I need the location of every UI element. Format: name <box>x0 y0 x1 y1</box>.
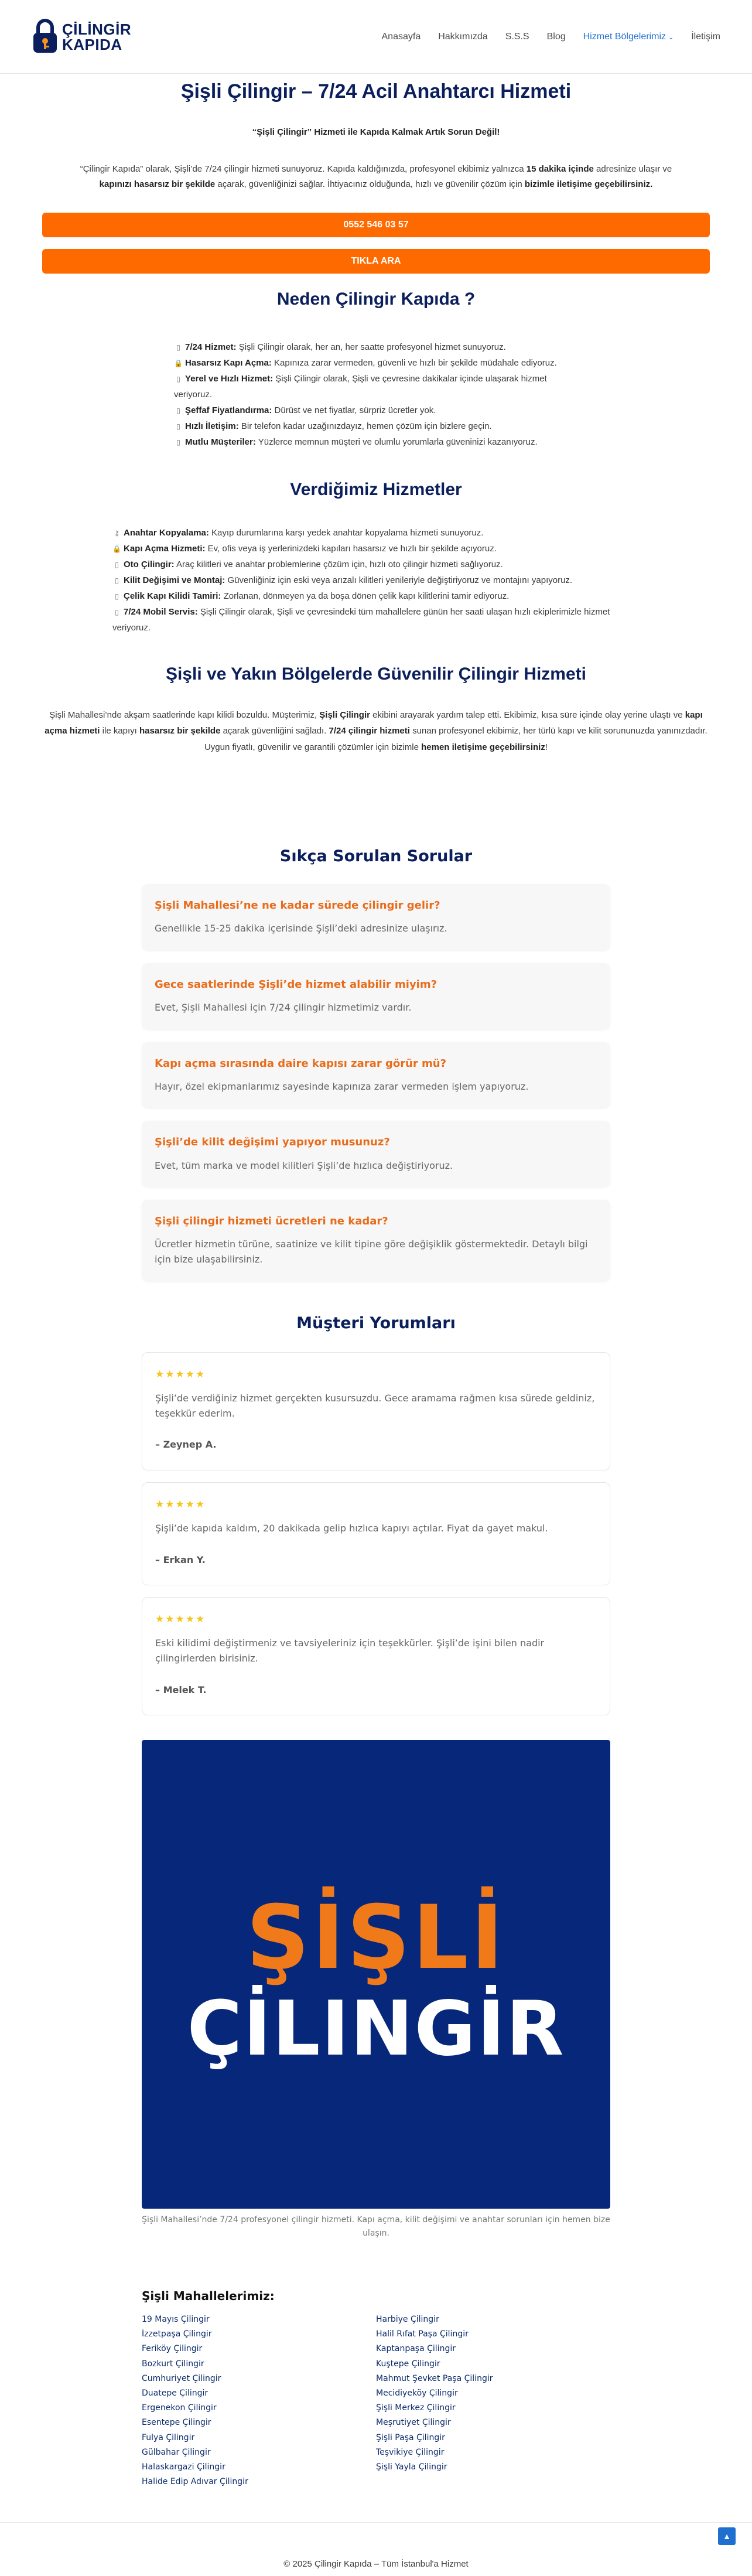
nav-service-areas[interactable] <box>583 29 674 45</box>
services-item <box>112 572 640 588</box>
services-item-title: Çelik Kapı Kilidi Tamiri: <box>124 591 221 601</box>
services-item-title: Anahtar Kopyalama: <box>124 527 209 538</box>
pin-icon: ▯ <box>176 374 180 383</box>
smile-icon: ▯ <box>176 438 180 446</box>
services-title: Verdiğimiz Hizmetler <box>290 479 462 499</box>
areas-text: açarak güvenliğini sağladı. <box>220 726 329 736</box>
faq-answer: Evet, tüm marka ve model kilitleri Şişli’de hızlıca değiştiriyoruz. <box>155 1159 453 1171</box>
faq-question: Şişli çilingir hizmeti ücretleri ne kadar? <box>155 1215 388 1228</box>
services-item-text: Araç kilitleri ve anahtar problemlerine çözüm için, hızlı oto çilingir hizmeti sağlıyoruz. <box>174 559 503 569</box>
neighborhood-link[interactable]: Duatepe Çilingir <box>142 2388 208 2398</box>
sisli-cilingir-banner <box>142 1740 610 2209</box>
neighborhood-item <box>376 2342 610 2356</box>
neighborhood-link[interactable]: Mecidiyeköy Çilingir <box>376 2388 458 2398</box>
review-text: Eski kilidimi değiştirmeniz ve tavsiyeleriniz için teşekkürler. Şişli’de işini bilen nadir çilingirlerden birisiniz. <box>155 1637 545 1664</box>
review-card <box>142 1597 610 1715</box>
main-nav <box>382 29 721 45</box>
reviewer-name: – Melek T. <box>155 1684 207 1695</box>
why-item <box>174 434 578 450</box>
nav-home[interactable]: Anasayfa <box>381 31 421 42</box>
hero-desc-text: açarak, güvenliğinizi sağlar. İhtiyacınız olduğunda, hızlı ve güvenilir çözüm için <box>215 179 525 190</box>
faq-answer: Genellikle 15-25 dakika içerisinde Şişli’deki adresinize ulaşırız. <box>155 923 447 934</box>
areas-text: sunan profesyonel ekibimiz, her türlü kapı ve kilit sorununuzda yanınızdadır. Uygun fiyatlı, güvenilir ve garantili çözümler için bizimle <box>204 726 707 753</box>
why-item-title: Hasarsız Kapı Açma: <box>185 357 272 368</box>
areas-bold: kapı açma hizmeti <box>45 709 703 736</box>
areas-paragraph <box>0 707 752 756</box>
why-item-title: Mutlu Müşteriler: <box>185 436 256 447</box>
nav-service-areas-label: Hizmet Bölgelerimiz <box>583 31 666 42</box>
hero-desc-bold: kapınızı hasarsız bir şekilde <box>99 179 216 190</box>
call-now-button[interactable]: TIKLA ARA <box>42 249 710 274</box>
neighborhood-link[interactable]: Şişli Yayla Çilingir <box>376 2462 447 2472</box>
why-us-list <box>174 339 578 450</box>
review-card <box>142 1352 610 1470</box>
why-item-text: Bir telefon kadar uzağınızdayız, hemen çözüm için bizlere geçin. <box>238 421 492 431</box>
faq-title: Sıkça Sorulan Sorular <box>279 847 473 865</box>
page-title: Şişli Çilingir – 7/24 Acil Anahtarcı Hizmeti <box>180 80 572 103</box>
door-icon: 🔒 <box>112 544 121 553</box>
neighborhood-item <box>142 2460 376 2475</box>
key-icon: ⚷ <box>114 528 119 537</box>
why-us-title: Neden Çilingir Kapıda ? <box>276 289 476 309</box>
reviewer-name: – Erkan Y. <box>155 1554 206 1565</box>
site-footer <box>0 2522 752 2576</box>
reviewer-name: – Zeynep A. <box>155 1439 217 1451</box>
neighborhood-link[interactable]: İzzetpaşa Çilingir <box>142 2329 212 2339</box>
faq-item[interactable] <box>142 884 610 950</box>
services-item <box>112 588 640 604</box>
neighborhoods-section <box>142 2287 610 2489</box>
faq-list <box>142 884 610 1281</box>
faq-item[interactable] <box>142 1200 610 1281</box>
neighborhoods-title: Şişli Mahallelerimiz: <box>142 2288 275 2303</box>
neighborhood-item <box>376 2401 610 2415</box>
copyright-text: © 2025 Çilingir Kapıda – Tüm İstanbul'a Hizmet <box>283 2559 469 2570</box>
phone-button[interactable]: 0552 546 03 57 <box>42 213 710 237</box>
neighborhood-link[interactable]: Meşrutiyet Çilingir <box>376 2418 451 2428</box>
neighborhood-item <box>376 2431 610 2445</box>
banner-caption: Şişli Mahallesi’nde 7/24 profesyonel çilingir hizmeti. Kapı açma, kilit değişimi ve anahtar sorunları için hemen bize ulaşın. <box>142 2215 610 2238</box>
areas-text: ! <box>545 742 548 753</box>
why-item-text: Yüzlerce memnun müşteri ve olumlu yorumlarla güveninizi kazanıyoruz. <box>255 436 538 447</box>
neighborhood-link[interactable]: Şişli Merkez Çilingir <box>376 2403 456 2413</box>
neighborhood-item <box>376 2445 610 2460</box>
why-item <box>174 371 578 402</box>
star-rating-icon: ★★★★★ <box>155 1613 206 1626</box>
site-header <box>0 0 752 74</box>
services-item-text: Güvenliğiniz için eski veya arızalı kilitleri yenileriyle değiştiriyoruz ve montajını yapıyoruz. <box>225 575 573 585</box>
review-list <box>142 1352 610 1715</box>
logo-line-2: KAPIDA <box>62 35 122 53</box>
services-item-title: 7/24 Mobil Servis: <box>124 606 198 617</box>
areas-bold: Şişli Çilingir <box>319 709 370 720</box>
lock-icon: 🔒 <box>174 359 183 367</box>
neighborhood-link[interactable]: Kuştepe Çilingir <box>376 2359 440 2369</box>
nav-blog[interactable]: Blog <box>546 31 566 42</box>
hero-description <box>42 162 710 193</box>
star-rating-icon: ★★★★★ <box>155 1368 206 1380</box>
nav-about[interactable]: Hakkımızda <box>438 31 488 42</box>
hero-desc-bold: 15 dakika içinde <box>526 164 594 175</box>
faq-item[interactable] <box>142 1121 610 1187</box>
faq-question: Gece saatlerinde Şişli’de hizmet alabilir miyim? <box>155 978 437 991</box>
faq-answer: Ücretler hizmetin türüne, saatinize ve kilit tipine göre değişiklik göstermektedir. Detaylı bilgi için bize ulaşabilirsiniz. <box>155 1238 588 1265</box>
why-item-title: 7/24 Hizmet: <box>185 342 237 352</box>
neighborhood-item <box>142 2415 376 2430</box>
neighborhood-item <box>142 2357 376 2372</box>
neighborhood-link[interactable]: Şişli Paşa Çilingir <box>376 2432 445 2442</box>
neighborhood-item <box>142 2386 376 2401</box>
faq-question: Şişli Mahallesi’ne ne kadar sürede çilingir gelir? <box>155 899 440 912</box>
areas-section <box>0 660 752 756</box>
reviews-title: Müşteri Yorumları <box>296 1313 456 1332</box>
neighborhood-link[interactable]: Harbiye Çilingir <box>376 2314 439 2324</box>
services-item-text: Zorlanan, dönmeyen ya da boşa dönen çelik kapı kilitlerini tamir ediyoruz. <box>221 591 510 601</box>
services-item-title: Kapı Açma Hizmeti: <box>124 543 206 554</box>
wrench-icon: ▯ <box>115 576 119 585</box>
chevron-down-icon: ⌄ <box>668 33 674 41</box>
areas-bold: 7/24 çilingir hizmeti <box>329 726 410 736</box>
faq-section <box>142 844 610 1281</box>
services-item-text: Ev, ofis veya iş yerlerinizdeki kapıları hasarsız ve hızlı bir şekilde açıyoruz. <box>205 543 497 554</box>
areas-text: Şişli Mahallesi’nde akşam saatlerinde kapı kilidi bozuldu. Müşterimiz, <box>49 709 320 720</box>
neighborhood-item <box>142 2401 376 2415</box>
gear-icon: ▯ <box>115 592 119 601</box>
services-item <box>112 557 640 572</box>
faq-question: Şişli’de kilit değişimi yapıyor musunuz? <box>155 1136 390 1149</box>
why-item-title: Hızlı İletişim: <box>185 421 239 431</box>
services-item-title: Kilit Değişimi ve Montaj: <box>124 575 225 585</box>
areas-title: Şişli ve Yakın Bölgelerde Güvenilir Çilingir Hizmeti <box>165 664 586 684</box>
neighborhood-item <box>376 2357 610 2372</box>
faq-item[interactable] <box>142 963 610 1029</box>
services-item-text: Kayıp durumlarına karşı yedek anahtar kopyalama hizmeti sunuyoruz. <box>208 527 484 538</box>
why-item-title: Yerel ve Hızlı Hizmet: <box>185 373 274 384</box>
logo-line-1: ÇİLİNGİR <box>62 20 132 38</box>
banner-section <box>142 1740 610 2240</box>
site-logo[interactable] <box>32 19 131 55</box>
neighborhood-link[interactable]: Feriköy Çilingir <box>142 2344 203 2354</box>
scroll-to-top-button[interactable]: ▲ <box>718 2527 736 2545</box>
hero-desc-text: “Çilingir Kapıda” olarak, Şişli’de 7/24 çilingir hizmeti sunuyoruz. Kapıda kaldığınızda, profesyonel ekibimiz yalnızca <box>80 164 527 175</box>
neighborhood-link[interactable]: Fulya Çilingir <box>142 2432 195 2442</box>
neighborhood-item <box>142 2372 376 2386</box>
why-item <box>174 355 578 371</box>
nav-contact[interactable]: İletişim <box>691 31 720 42</box>
neighborhood-link[interactable]: 19 Mayıs Çilingir <box>142 2314 210 2324</box>
review-text: Şişli’de verdiğiniz hizmet gerçekten kusursuzdu. Gece aramama rağmen kısa sürede geldiniz, teşekkür ederim. <box>155 1393 595 1419</box>
neighborhood-link[interactable]: Gülbahar Çilingir <box>142 2447 211 2457</box>
services-item <box>112 604 640 636</box>
neighborhood-item <box>142 2312 376 2327</box>
padlock-key-icon <box>32 19 59 55</box>
hero-desc-bold: bizimle iletişime geçebilirsiniz. <box>524 179 653 190</box>
faq-answer: Evet, Şişli Mahallesi için 7/24 çilingir hizmetimiz vardır. <box>155 1002 412 1014</box>
phone-icon: ▯ <box>176 422 180 431</box>
services-section <box>0 476 752 636</box>
neighborhood-link[interactable]: Kaptanpaşa Çilingir <box>376 2344 456 2354</box>
timer-icon: ▯ <box>176 343 180 352</box>
neighborhood-item <box>142 2475 376 2489</box>
faq-item[interactable] <box>142 1042 610 1108</box>
why-us-section <box>0 285 752 450</box>
money-icon: ▯ <box>176 406 180 415</box>
car-icon: ▯ <box>115 560 119 569</box>
services-item <box>112 541 640 557</box>
neighborhood-item <box>142 2342 376 2356</box>
faq-question: Kapı açma sırasında daire kapısı zarar görür mü? <box>155 1057 447 1070</box>
hero-section <box>0 79 752 193</box>
neighborhood-item <box>376 2327 610 2342</box>
hero-desc-text: adresinize ulaşır ve <box>593 164 672 175</box>
areas-bold: hemen iletişime geçebilirsiniz <box>421 742 545 753</box>
neighborhood-item <box>376 2372 610 2386</box>
neighborhood-link[interactable]: Esentepe Çilingir <box>142 2418 211 2428</box>
review-card <box>142 1482 610 1585</box>
services-item <box>112 525 640 541</box>
areas-bold: hasarsız bir şekilde <box>139 726 221 736</box>
cta-group <box>0 213 752 274</box>
reviews-section <box>142 1311 610 1716</box>
areas-text: ile kapıyı <box>100 726 140 736</box>
banner-line-1: ŞİŞLİ <box>246 1886 506 1989</box>
why-item-text: Kapınıza zarar vermeden, güvenli ve hızlı bir şekilde müdahale ediyoruz. <box>271 357 557 368</box>
neighborhood-item <box>142 2327 376 2342</box>
services-item-title: Oto Çilingir: <box>124 559 175 569</box>
areas-text: ekibini arayarak yardım talep etti. Ekibimiz, kısa süre içinde olay yerine ulaştı ve <box>370 709 685 720</box>
neighborhood-link[interactable]: Cumhuriyet Çilingir <box>142 2373 221 2383</box>
neighborhood-link[interactable]: Mahmut Şevket Paşa Çilingir <box>376 2373 493 2383</box>
why-item <box>174 418 578 434</box>
services-list <box>112 525 640 636</box>
neighborhood-item <box>376 2386 610 2401</box>
neighborhood-item <box>376 2460 610 2475</box>
neighborhood-link[interactable]: Ergenekon Çilingir <box>142 2403 217 2413</box>
neighborhood-link[interactable]: Halaskargazi Çilingir <box>142 2462 225 2472</box>
banner-line-2: ÇİLINGİR <box>187 1985 565 2073</box>
why-item-text: Şişli Çilingir olarak, Şişli ve çevresine dakikalar içinde ulaşarak hizmet veriyoruz. <box>174 373 547 400</box>
neighborhood-link[interactable]: Bozkurt Çilingir <box>142 2359 204 2369</box>
neighborhood-item <box>376 2312 610 2327</box>
neighborhood-link[interactable]: Halil Rıfat Paşa Çilingir <box>376 2329 469 2339</box>
review-text: Şişli’de kapıda kaldım, 20 dakikada gelip hızlıca kapıyı açtılar. Fiyat da gayet makul. <box>155 1522 548 1534</box>
neighborhood-link[interactable]: Teşvikiye Çilingir <box>376 2447 445 2457</box>
truck-icon: ▯ <box>115 608 119 616</box>
faq-answer: Hayır, özel ekipmanlarımız sayesinde kapınıza zarar vermeden işlem yapıyoruz. <box>155 1080 529 1092</box>
why-item-text: Dürüst ve net fiyatlar, sürpriz ücretler yok. <box>272 405 436 415</box>
why-item-title: Şeffaf Fiyatlandırma: <box>185 405 272 415</box>
services-item-text: Şişli Çilingir olarak, Şişli ve çevresindeki tüm mahallelere günün her saati ulaşan hızlı ekiplerimizle hizmet veriyoruz. <box>112 606 610 633</box>
neighborhood-item <box>142 2445 376 2460</box>
neighborhood-link[interactable]: Halide Edip Adıvar Çilingir <box>142 2477 248 2487</box>
why-item <box>174 339 578 355</box>
neighborhoods-left-column <box>142 2312 376 2489</box>
neighborhood-item <box>142 2431 376 2445</box>
why-item-text: Şişli Çilingir olarak, her an, her saatte profesyonel hizmet sunuyoruz. <box>236 342 506 352</box>
neighborhood-item <box>376 2415 610 2430</box>
nav-faq[interactable]: S.S.S <box>505 31 529 42</box>
why-item <box>174 402 578 418</box>
star-rating-icon: ★★★★★ <box>155 1498 206 1510</box>
hero-subtitle: “Şişli Çilingir” Hizmeti ile Kapıda Kalmak Artık Sorun Değil! <box>252 127 500 138</box>
neighborhoods-right-column <box>376 2312 610 2489</box>
